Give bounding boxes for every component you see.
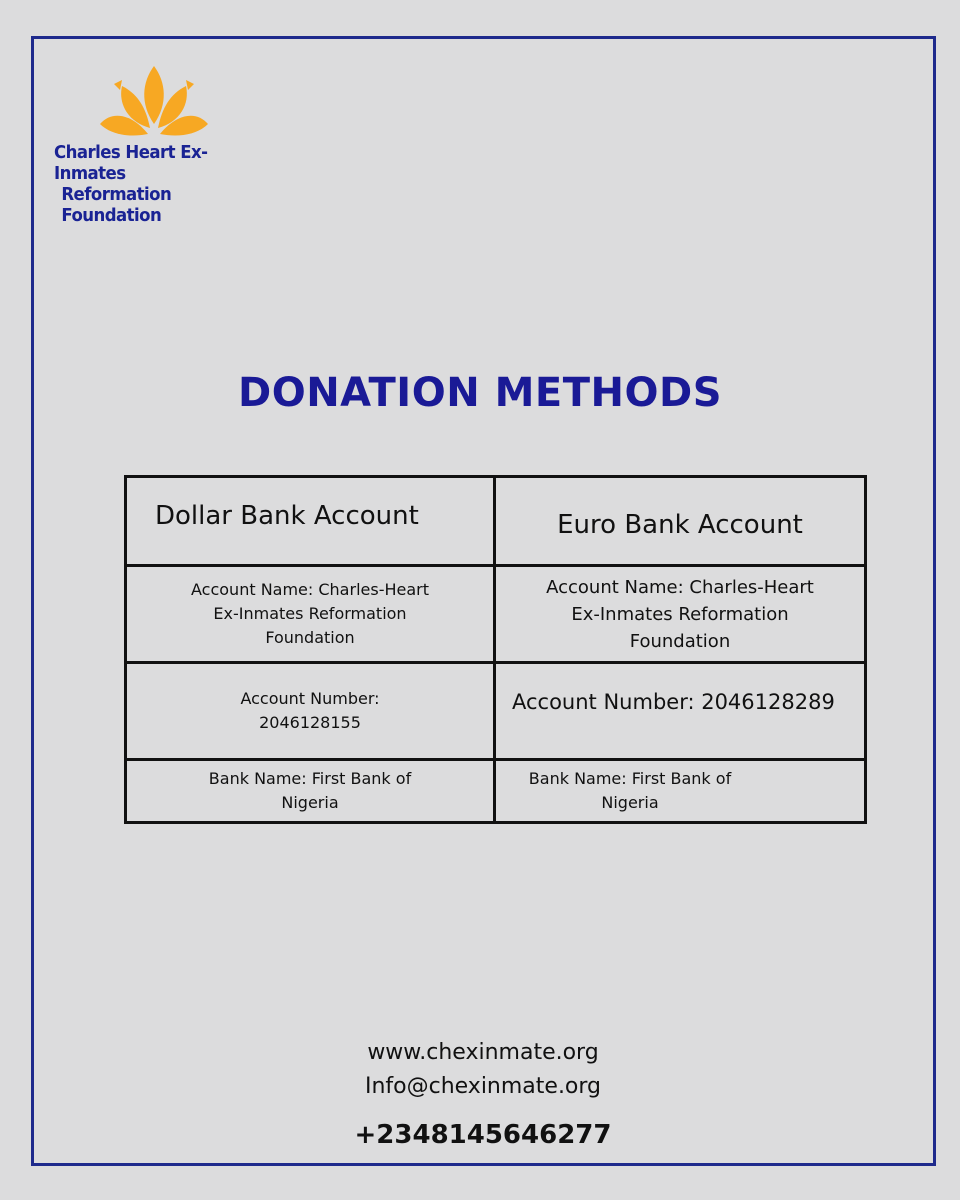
donation-accounts-table <box>124 475 867 824</box>
dollar-bank-name-cell <box>126 760 495 823</box>
table-row <box>126 760 866 823</box>
foundation-name <box>54 142 247 226</box>
dollar-account-header: Dollar Bank Account <box>126 477 495 566</box>
euro-bank-name-cell <box>495 760 866 823</box>
dollar-account-number-cell <box>126 663 495 760</box>
euro-account-number-cell <box>495 663 866 760</box>
euro-account-header: Euro Bank Account <box>495 477 866 566</box>
email-link[interactable]: Info@chexinmate.org <box>364 1074 602 1099</box>
phone-number[interactable]: +2348145646277 <box>354 1120 612 1150</box>
euro-bank-name: Bank Name: First Bank of Nigeria <box>528 769 732 812</box>
website-link[interactable]: www.chexinmate.org <box>367 1040 599 1065</box>
table-header-row <box>126 477 866 566</box>
euro-account-name-cell <box>495 566 866 663</box>
table-row <box>126 566 866 663</box>
table-row <box>126 663 866 760</box>
foundation-name-line1: Charles Heart Ex-Inmates <box>54 142 208 184</box>
page-title: DONATION METHODS <box>237 370 722 416</box>
foundation-name-line2: Reformation Foundation <box>61 184 172 226</box>
dollar-account-name: Account Name: Charles-Heart Ex-Inmates Reformation Foundation <box>191 580 429 647</box>
lotus-icon <box>98 64 210 140</box>
foundation-logo <box>54 64 264 226</box>
euro-account-number: Account Number: 2046128289 <box>512 689 835 714</box>
dollar-bank-name: Bank Name: First Bank of Nigeria <box>208 769 412 812</box>
euro-account-name: Account Name: Charles-Heart Ex-Inmates Reformation Foundation <box>546 576 814 652</box>
dollar-account-number: Account Number: 2046128155 <box>240 689 380 732</box>
dollar-account-name-cell <box>126 566 495 663</box>
